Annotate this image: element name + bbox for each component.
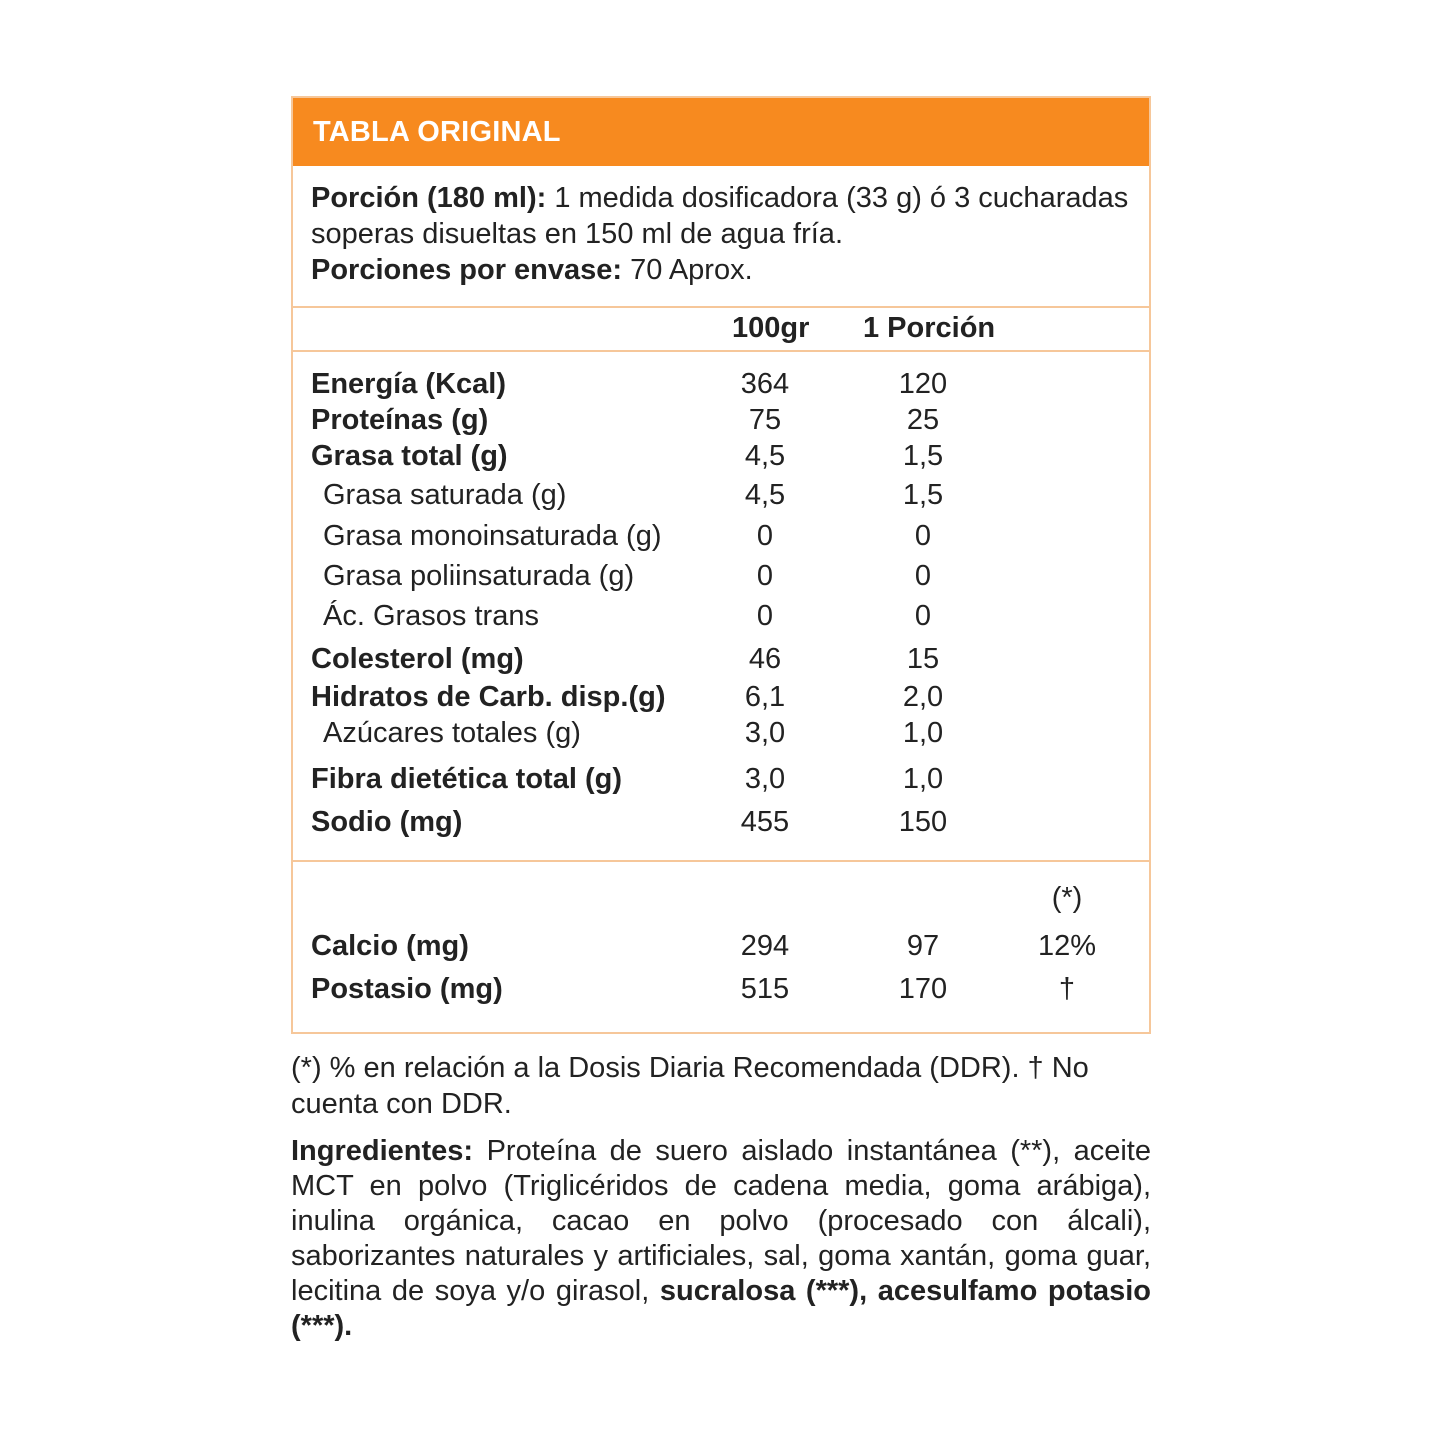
value-100g: 46 [748, 643, 782, 675]
value-100g: 3,0 [744, 717, 786, 749]
portion-label: Porción (180 ml): [311, 182, 547, 214]
value-100g: 3,0 [744, 763, 786, 795]
value-portion: 0 [914, 600, 932, 632]
value-100g: 515 [740, 973, 790, 1005]
value-portion: 1,5 [902, 479, 944, 511]
nutrition-table [291, 96, 1151, 1034]
value-100g: 6,1 [744, 681, 786, 713]
value-100g: 75 [748, 404, 782, 436]
value-100g: 294 [740, 930, 790, 962]
nutrient-name: Grasa saturada (g) [323, 479, 567, 511]
per-pack-label: Porciones por envase: [311, 254, 623, 286]
ingredients-paragraph [291, 1134, 1151, 1344]
table-row [293, 598, 1149, 634]
value-portion: 0 [914, 520, 932, 552]
table-title: TABLA ORIGINAL [313, 115, 561, 148]
table-row [293, 366, 1149, 402]
value-portion: 2,0 [902, 681, 944, 713]
portion-text: 1 medida dosificadora (33 g) ó 3 cucharadas soperas disueltas en 150 ml de agua fría. [311, 182, 1129, 250]
column-header-100g: 100gr [732, 312, 810, 344]
table-row [293, 761, 1149, 797]
ingredients-bold-tail: sucralosa (***), acesulfamo potasio (***). [291, 1275, 1151, 1342]
value-100g: 0 [756, 600, 774, 632]
table-row [293, 402, 1149, 438]
value-portion: 1,0 [902, 717, 944, 749]
value-100g: 4,5 [744, 479, 786, 511]
value-portion: 1,5 [902, 440, 944, 472]
value-100g: 4,5 [744, 440, 786, 472]
value-100g: 364 [740, 368, 790, 400]
value-portion: 15 [906, 643, 940, 675]
table-row [293, 928, 1149, 964]
table-header [293, 98, 1149, 166]
value-100g: 455 [740, 806, 790, 838]
ingredients-text: Proteína de suero aislado instantánea (**), aceite MCT en polvo (Triglicéridos de cadena media, goma arábiga), inulina orgánica, cacao en polvo (procesado con álcali), saborizantes naturales y artificiales, sal, goma xantán, goma guar, lecitina de soya y/o girasol, [291, 1135, 1151, 1307]
table-row [293, 679, 1149, 715]
ddr-header-row [293, 880, 1149, 916]
mineral-name: Calcio (mg) [311, 930, 469, 962]
table-row [293, 438, 1149, 474]
value-100g: 0 [756, 560, 774, 592]
table-row [293, 971, 1149, 1007]
nutrient-name: Grasa poliinsaturada (g) [323, 560, 635, 592]
value-portion: 170 [898, 973, 948, 1005]
table-row [293, 715, 1149, 751]
nutrient-name: Hidratos de Carb. disp.(g) [311, 681, 666, 713]
value-portion: 150 [898, 806, 948, 838]
nutrient-name: Colesterol (mg) [311, 643, 524, 675]
nutrient-name: Energía (Kcal) [311, 368, 506, 400]
mineral-name: Postasio (mg) [311, 973, 503, 1005]
per-pack-value: 70 Aprox. [622, 254, 753, 286]
nutrient-name: Grasa monoinsaturada (g) [323, 520, 662, 552]
value-portion: 120 [898, 368, 948, 400]
nutrient-name: Azúcares totales (g) [323, 717, 581, 749]
value-portion: 1,0 [902, 763, 944, 795]
table-row [293, 518, 1149, 554]
nutrient-name: Sodio (mg) [311, 806, 463, 838]
ingredients-label: Ingredientes: [291, 1135, 474, 1167]
table-row [293, 804, 1149, 840]
value-100g: 0 [756, 520, 774, 552]
column-headers [293, 308, 1149, 352]
ddr-footnote: (*) % en relación a la Dosis Diaria Recomendada (DDR). † No cuenta con DDR. [291, 1052, 1089, 1120]
minerals-section [293, 862, 1149, 1032]
value-portion: 0 [914, 560, 932, 592]
value-portion: 25 [906, 404, 940, 436]
nutrient-name: Proteínas (g) [311, 404, 489, 436]
nutrient-name: Fibra dietética total (g) [311, 763, 622, 795]
value-ddr: † [1058, 973, 1076, 1005]
column-header-portion: 1 Porción [863, 312, 996, 344]
value-ddr: 12% [1037, 930, 1097, 962]
nutrient-name: Grasa total (g) [311, 440, 508, 472]
nutrient-name: Ác. Grasos trans [323, 600, 539, 632]
table-row [293, 641, 1149, 677]
nutrients-section [293, 352, 1149, 862]
ddr-column-header: (*) [1051, 882, 1083, 914]
serving-info [293, 166, 1149, 308]
value-portion: 97 [906, 930, 940, 962]
table-row [293, 558, 1149, 594]
table-row [293, 477, 1149, 513]
